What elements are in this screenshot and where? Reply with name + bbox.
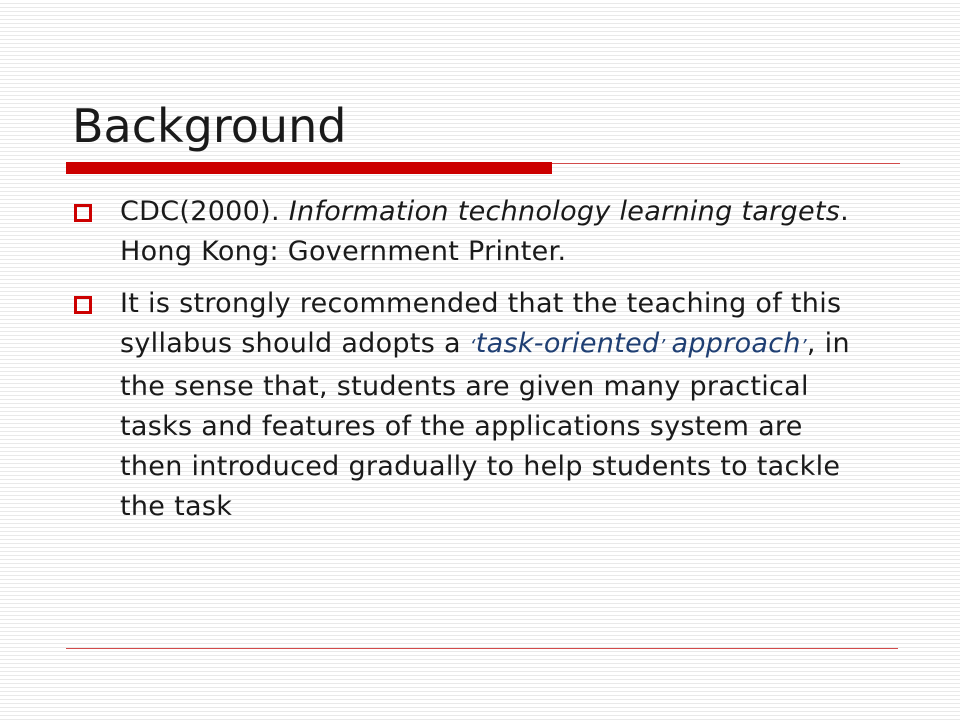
reference-title: Information technology learning targets xyxy=(288,196,841,227)
title-underline-thin xyxy=(552,163,900,164)
hollow-square-bullet-icon xyxy=(74,204,92,222)
footer-rule xyxy=(66,648,898,649)
slide-body xyxy=(72,192,872,539)
bullet-item-reference xyxy=(72,192,872,272)
close-quote-mark: ’ xyxy=(800,336,807,357)
bullet-item-recommendation xyxy=(72,284,872,527)
quoted-term-part1: task-oriented xyxy=(475,328,660,359)
slide-title: Background xyxy=(72,99,347,153)
recommendation-text-after: , in the sense that, students are given many practical tasks and features of the applications system are then introduced gradually to help students to tackle the task xyxy=(120,328,850,522)
title-underline-thick xyxy=(66,162,552,174)
hollow-square-bullet-icon xyxy=(74,296,92,314)
reference-author-year: CDC(2000). xyxy=(120,196,289,227)
reference-publisher: . Hong Kong: Government Printer. xyxy=(120,196,850,267)
open-quote-mark: ‘ xyxy=(469,336,476,357)
recommendation-text-before: It is strongly recommended that the teaching of this syllabus should adopts a xyxy=(120,288,842,359)
mid-quote-mark: ’ xyxy=(659,336,672,357)
quoted-term-part2: approach xyxy=(671,328,801,359)
